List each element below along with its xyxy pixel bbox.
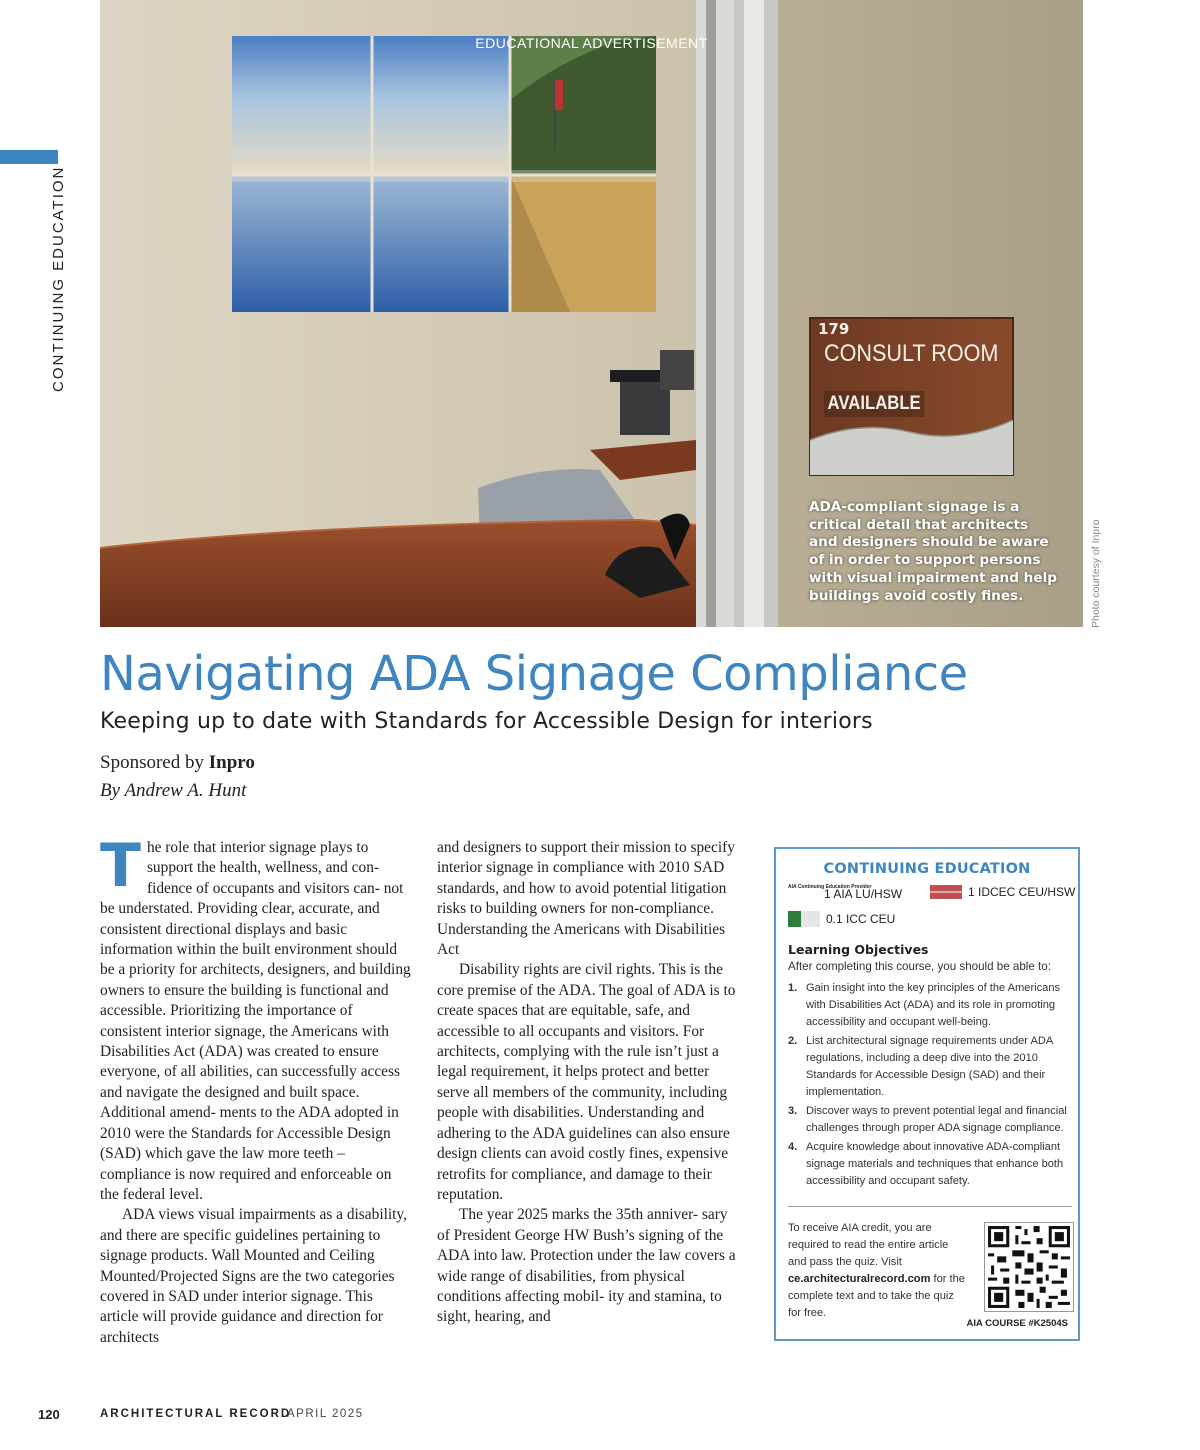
aia-credit-note	[788, 1220, 966, 1322]
learning-objectives-heading: Learning Objectives	[788, 942, 929, 957]
learning-objectives-intro: After completing this course, you should be able to:	[788, 960, 1051, 973]
magazine-name: ARCHITECTURAL RECORD	[100, 1408, 292, 1420]
issue-date: APRIL 2025	[287, 1408, 364, 1420]
body-paragraph	[100, 831, 412, 1205]
objective-number: 4.	[788, 1141, 798, 1153]
byline: By Andrew A. Hunt	[100, 780, 247, 801]
credit-icc-label: 0.1 ICC CEU	[826, 912, 896, 926]
objective-text: Discover ways to prevent potential legal and financial challenges through proper ADA signage compliance.	[806, 1105, 1067, 1134]
objective-item	[788, 1103, 1070, 1137]
credit-aia-label: 1 AIA LU/HSW	[824, 887, 903, 901]
credit-icc	[788, 911, 895, 927]
page-number: 120	[38, 1407, 60, 1422]
credit-aia	[788, 885, 902, 903]
sponsor-prefix: Sponsored by	[100, 752, 209, 773]
sponsor-line	[100, 752, 255, 774]
objective-text: Gain insight into the key principles of the Americans with Disabilities Act (ADA) and its role in promoting accessibility and occupant well-being.	[806, 982, 1061, 1028]
idcec-logo-icon	[930, 885, 962, 899]
drop-cap: T	[100, 831, 141, 901]
educational-advertisement-label: EDUCATIONAL ADVERTISEMENT	[475, 35, 708, 51]
body-column-1	[100, 831, 412, 1348]
hero-photo	[100, 0, 1083, 627]
room-sign-status: AVAILABLE	[824, 391, 924, 417]
aia-note-text: To receive AIA credit, you are required to read the entire article and pass the quiz. Visit	[788, 1222, 949, 1268]
ce-divider	[788, 1206, 1072, 1207]
objective-text: List architectural signage requirements under ADA regulations, including a deep dive into the 2010 Standards for Accessible Design (SAD) and their implementation.	[806, 1035, 1053, 1098]
objective-number: 1.	[788, 982, 798, 994]
sponsor-name: Inpro	[208, 752, 255, 773]
section-marker-bar	[0, 150, 58, 164]
body-paragraph: The year 2025 marks the 35th anniver- sary of President George HW Bush’s signing of the ADA into law. Protection under the law covers a wide range of disabilities, from physical conditions affecting mobil- ity and stamina, to sight, hearing, and	[437, 1206, 736, 1326]
credit-idcec-label: 1 IDCEC CEU/HSW	[968, 885, 1076, 899]
objective-item	[788, 980, 1070, 1031]
section-label: CONTINUING EDUCATION	[50, 165, 67, 392]
paragraph-text: he role that interior signage plays to support the health, wellness, and con- fidence of occupants and visitors can- not be understated. Providing clear, accurate, and consistent directional displays and basic information within the built environment should be a priority for architects, designers, and building owners to ensure the building is functional and accessible. Prioritizing the importance of consistent interior signage, the Americans with Disabilities Act (ADA) was created to ensure everyone, of all abilities, can successfully access and navigate the designed and built space. Additional amend- ments to the ADA adopted in 2010 were the Standards for Accessible Design (SAD) which gave the law more teeth – compliance is now required and enforceable on the federal level.	[100, 839, 411, 1203]
objective-item	[788, 1139, 1070, 1190]
learning-objectives-list	[788, 980, 1070, 1192]
continuing-education-box	[774, 847, 1080, 1341]
room-sign-number: 179	[818, 320, 850, 338]
article-title: Navigating ADA Signage Compliance	[100, 646, 968, 702]
qr-code-icon[interactable]	[984, 1222, 1074, 1312]
objective-number: 3.	[788, 1105, 798, 1117]
objective-text: Acquire knowledge about innovative ADA-compliant signage materials and techniques that enhance both accessibility and occupant safety.	[806, 1141, 1064, 1187]
body-column-2	[437, 838, 743, 1328]
photo-credit: Photo courtesy of Inpro	[1090, 519, 1102, 628]
credit-idcec	[930, 885, 1075, 899]
ce-box-title: CONTINUING EDUCATION	[823, 861, 1031, 877]
objective-item	[788, 1033, 1070, 1101]
article-subtitle: Keeping up to date with Standards for Accessible Design for interiors	[100, 709, 873, 734]
objective-number: 2.	[788, 1035, 798, 1047]
aia-ce-provider-logo: AIA Continuing Education Provider	[788, 884, 872, 890]
body-paragraph: and designers to support their mission to specify interior signage in compliance with 2010 SAD standards, and how to avoid potential litigation risks to building owners for non-compliance. Understanding the Americans with Disabilities Act	[437, 839, 735, 959]
body-paragraph: ADA views visual impairments as a disability, and there are specific guidelines pertaining to signage products. Wall Mounted and Ceiling Mounted/Projected Signs are the two categories covered in SAD under interior signage. This article will provide guidance and direction for architects	[100, 1206, 407, 1346]
aia-note-text-end: for the complete text and to take the quiz for free.	[788, 1273, 965, 1319]
photo-caption: ADA-compliant signage is a critical detail that architects and designers should be aware of in order to support persons with visual impairment and help buildings avoid costly fines.	[809, 499, 1057, 604]
icc-logo-icon	[788, 911, 820, 927]
room-sign-title: CONSULT ROOM	[824, 340, 999, 367]
ce-website-link[interactable]: ce.architecturalrecord.com	[788, 1273, 931, 1285]
body-paragraph: Disability rights are civil rights. This is the core premise of the ADA. The goal of ADA is to create spaces that are equitable, safe, and accessible to all occupants and visitors. For architects, complying with the rule isn’t just a legal requirement, it helps protect and better serve all members of the community, including people with disabilities. Understanding and adhering to the ADA guidelines can also ensure design clients can avoid costly fines, expensive retrofits for compliance, and damage to their reputation.	[437, 961, 736, 1203]
course-id: AIA COURSE #K2504S	[966, 1318, 1068, 1329]
